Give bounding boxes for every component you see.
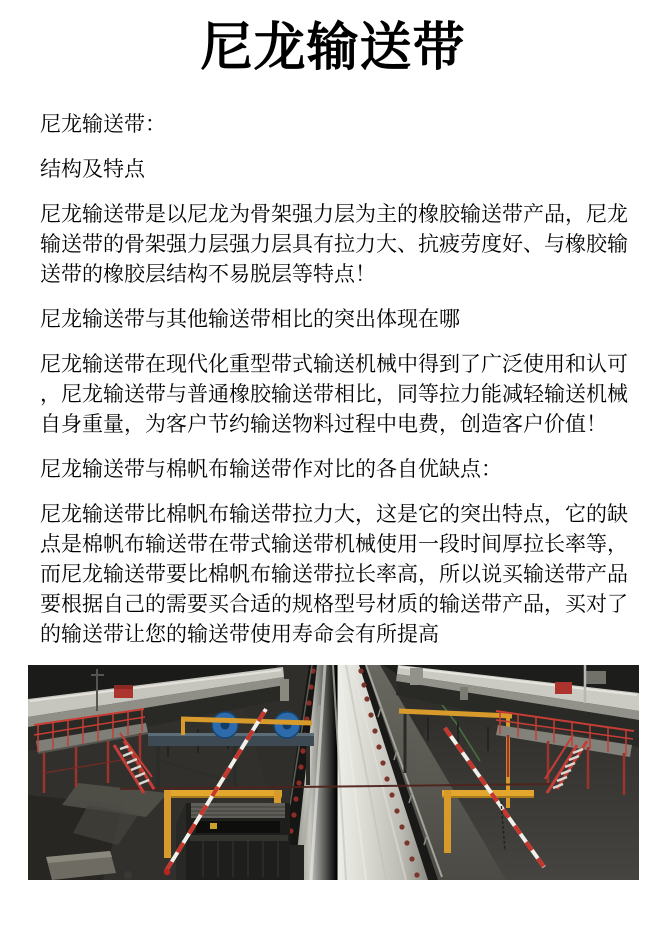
photo-hopper-machine bbox=[176, 803, 304, 880]
paragraph-structure-body: 尼龙输送带是以尼龙为骨架强力层为主的橡胶输送带产品，尼龙输送带的骨架强力层强力层具有拉力大、抗疲劳度好、与橡胶输送带的橡胶层结构不易脱层等特点！ bbox=[40, 203, 628, 286]
paragraph-structure-heading: 结构及特点 bbox=[40, 158, 145, 181]
paragraph-compare-heading: 尼龙输送带与其他输送带相比的突出体现在哪 bbox=[40, 308, 460, 331]
paragraph-compare-body: 尼龙输送带在现代化重型带式输送机械中得到了广泛使用和认可，尼龙输送带与普通橡胶输送带相比，同等拉力能减轻输送机械自身重量，为客户节约输送物料过程中电费，创造客户价值！ bbox=[40, 353, 628, 436]
page-title: 尼龙输送带 bbox=[200, 19, 466, 77]
photo-figure bbox=[28, 665, 639, 880]
article-body bbox=[0, 110, 666, 650]
paragraph-cotton-body: 尼龙输送带比棉帆布输送带拉力大，这是它的突出特点，它的缺点是棉帆布输送带在带式输送带机械使用一段时间厚拉长率等，而尼龙输送带要比棉帆布输送带拉长率高，所以说买输送带产品要根据自己的需要买合适的规格型号材质的输送带产品，买对了的输送带让您的输送带使用寿命会有所提高 bbox=[40, 503, 628, 646]
paragraph-cotton-heading: 尼龙输送带与棉帆布输送带作对比的各自优缺点： bbox=[40, 458, 502, 481]
conveyor-belt-photo bbox=[28, 665, 639, 880]
paragraph-lead: 尼龙输送带： bbox=[40, 113, 166, 136]
